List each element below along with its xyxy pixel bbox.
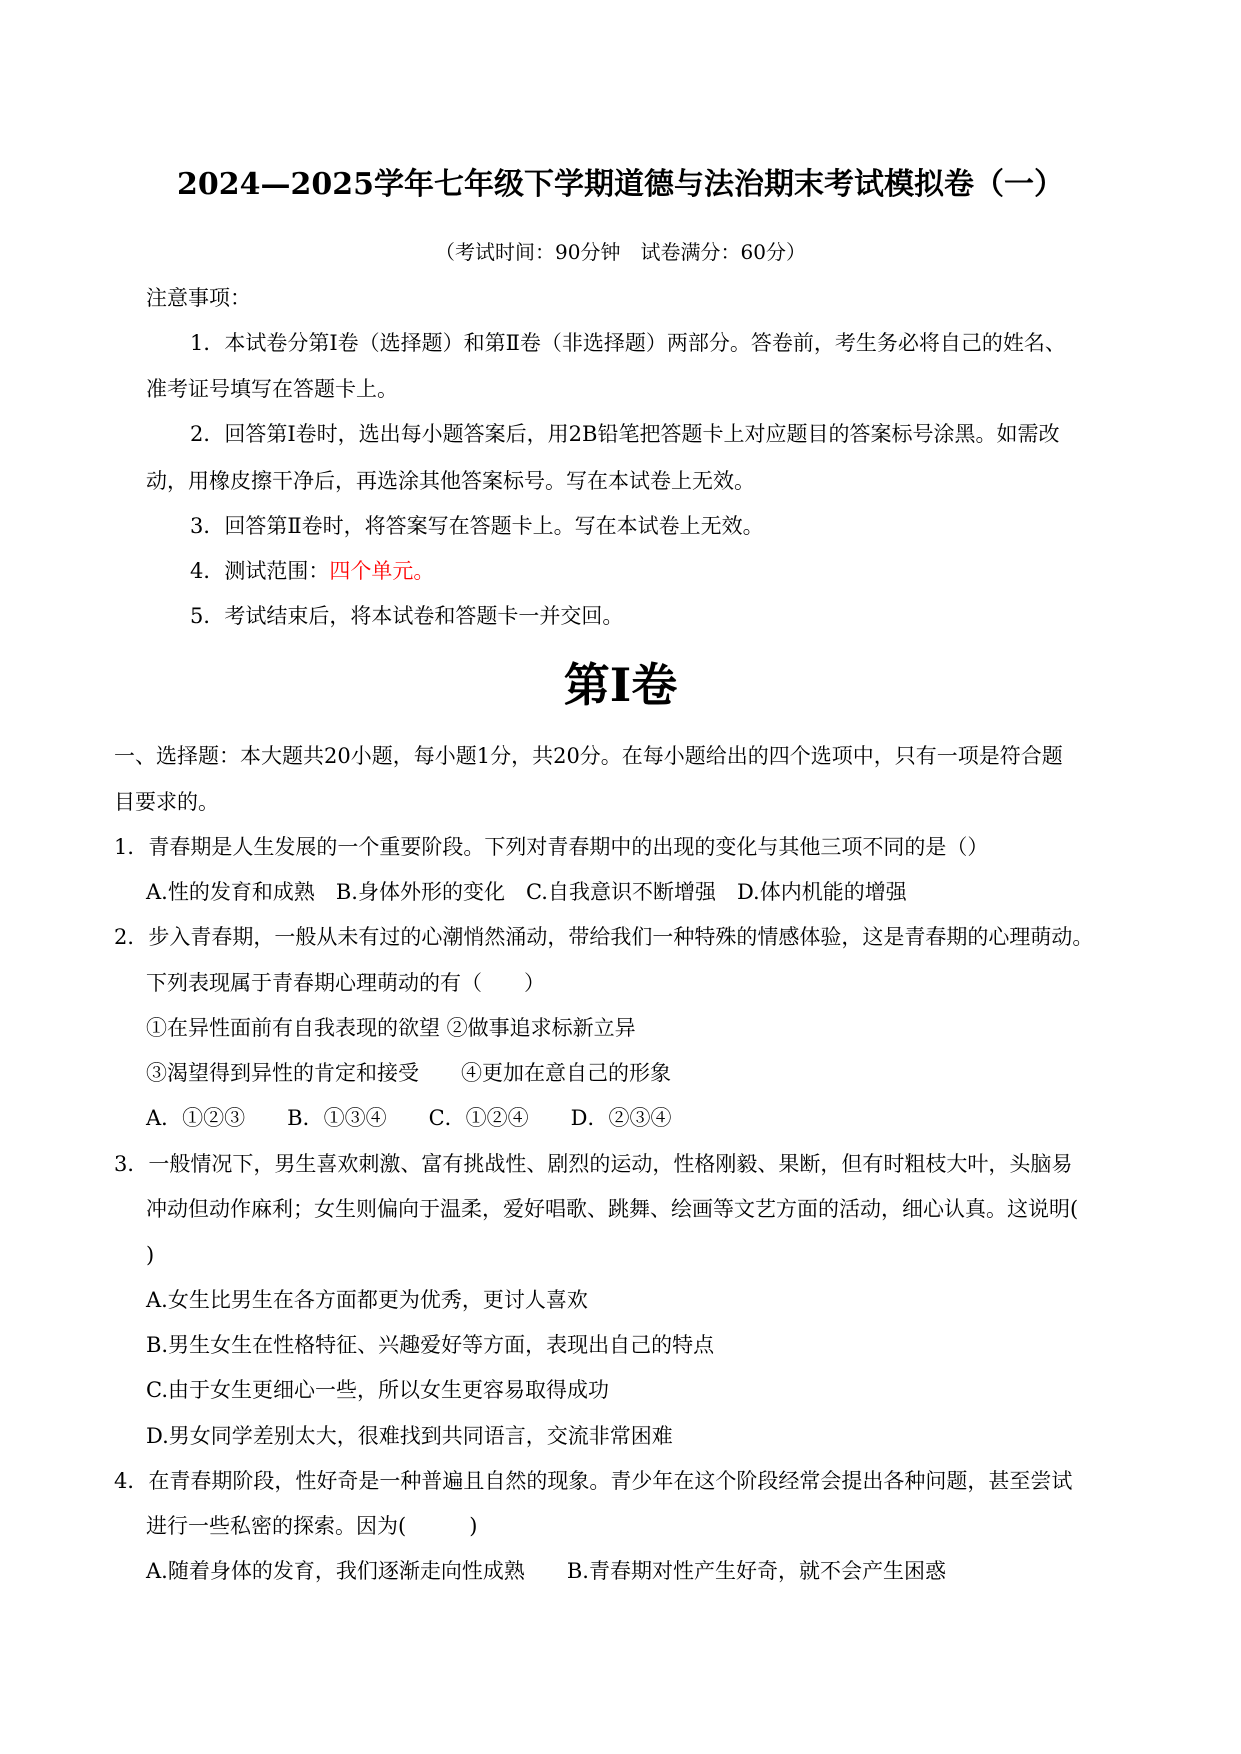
question-3-stem-line-2: 冲动但动作麻利；女生则偏向于温柔，爱好唱歌、跳舞、绘画等文艺方面的活动，细心认真。这说明( [146, 1197, 1079, 1221]
part-one-instructions-line-1: 一、选择题：本大题共20小题，每小题1分，共20分。在每小题给出的四个选项中，只有一项是符合题 [114, 744, 1063, 768]
question-4-stem-line-1: 4．在青春期阶段，性好奇是一种普遍且自然的现象。青少年在这个阶段经常会提出各种问题，甚至尝试 [114, 1469, 1073, 1493]
question-4-stem-line-2: 进行一些私密的探索。因为( ) [146, 1514, 478, 1538]
question-2-statement-row-2: ③渴望得到异性的肯定和接受 ④更加在意自己的形象 [146, 1061, 671, 1085]
note-2-line-2: 动，用橡皮擦干净后，再选涂其他答案标号。写在本试卷上无效。 [146, 469, 755, 493]
question-3-option-a: A.女生比男生在各方面都更为优秀，更讨人喜欢 [146, 1288, 588, 1312]
question-1-stem: 1．青春期是人生发展的一个重要阶段。下列对青春期中的出现的变化与其他三项不同的是（） [114, 835, 989, 859]
question-2-options: A．①②③ B．①③④ C．①②④ D．②③④ [146, 1106, 672, 1130]
part-one-instructions-line-2: 目要求的。 [114, 790, 219, 814]
note-1-line-1: 1．本试卷分第Ⅰ卷（选择题）和第Ⅱ卷（非选择题）两部分。答卷前，考生务必将自己的姓名、 [190, 331, 1066, 355]
section-heading: 第Ⅰ卷 [563, 658, 678, 712]
question-3-stem-line-3: ) [146, 1243, 155, 1267]
question-3-option-d: D.男女同学差别太大，很难找到共同语言，交流非常困难 [146, 1424, 673, 1448]
note-4 [190, 556, 434, 586]
question-4-options-ab: A.随着身体的发育，我们逐渐走向性成熟 B.青春期对性产生好奇，就不会产生困惑 [146, 1559, 946, 1583]
question-2-statement-row-1: ①在异性面前有自我表现的欲望 ②做事追求标新立异 [146, 1016, 636, 1040]
question-3-option-b: B.男生女生在性格特征、兴趣爱好等方面，表现出自己的特点 [146, 1333, 715, 1357]
question-3-stem-line-1: 3．一般情况下，男生喜欢刺激、富有挑战性、剧烈的运动，性格刚毅、果断，但有时粗枝大叶，头脑易 [114, 1152, 1073, 1176]
exam-title: 2024—2025学年七年级下学期道德与法治期末考试模拟卷（一） [177, 167, 1064, 202]
note-3: 3．回答第Ⅱ卷时，将答案写在答题卡上。写在本试卷上无效。 [190, 514, 764, 538]
exam-info: （考试时间：90分钟 试卷满分：60分） [435, 240, 806, 264]
note-5: 5．考试结束后，将本试卷和答题卡一并交回。 [190, 604, 624, 628]
note-4-label: 4．测试范围： [190, 559, 330, 583]
note-4-scope: 四个单元。 [329, 559, 435, 583]
note-1-line-2: 准考证号填写在答题卡上。 [146, 377, 398, 401]
question-2-stem-line-2: 下列表现属于青春期心理萌动的有（ ） [146, 971, 545, 995]
question-2-stem-line-1: 2．步入青春期，一般从未有过的心潮悄然涌动，带给我们一种特殊的情感体验，这是青春期的心理萌动。 [114, 925, 1094, 949]
question-3-option-c: C.由于女生更细心一些，所以女生更容易取得成功 [146, 1378, 609, 1402]
notes-heading: 注意事项： [146, 286, 251, 310]
note-2-line-1: 2．回答第Ⅰ卷时，选出每小题答案后，用2B铅笔把答题卡上对应题目的答案标号涂黑。如需改 [190, 422, 1060, 446]
question-1-options: A.性的发育和成熟 B.身体外形的变化 C.自我意识不断增强 D.体内机能的增强 [146, 880, 907, 904]
